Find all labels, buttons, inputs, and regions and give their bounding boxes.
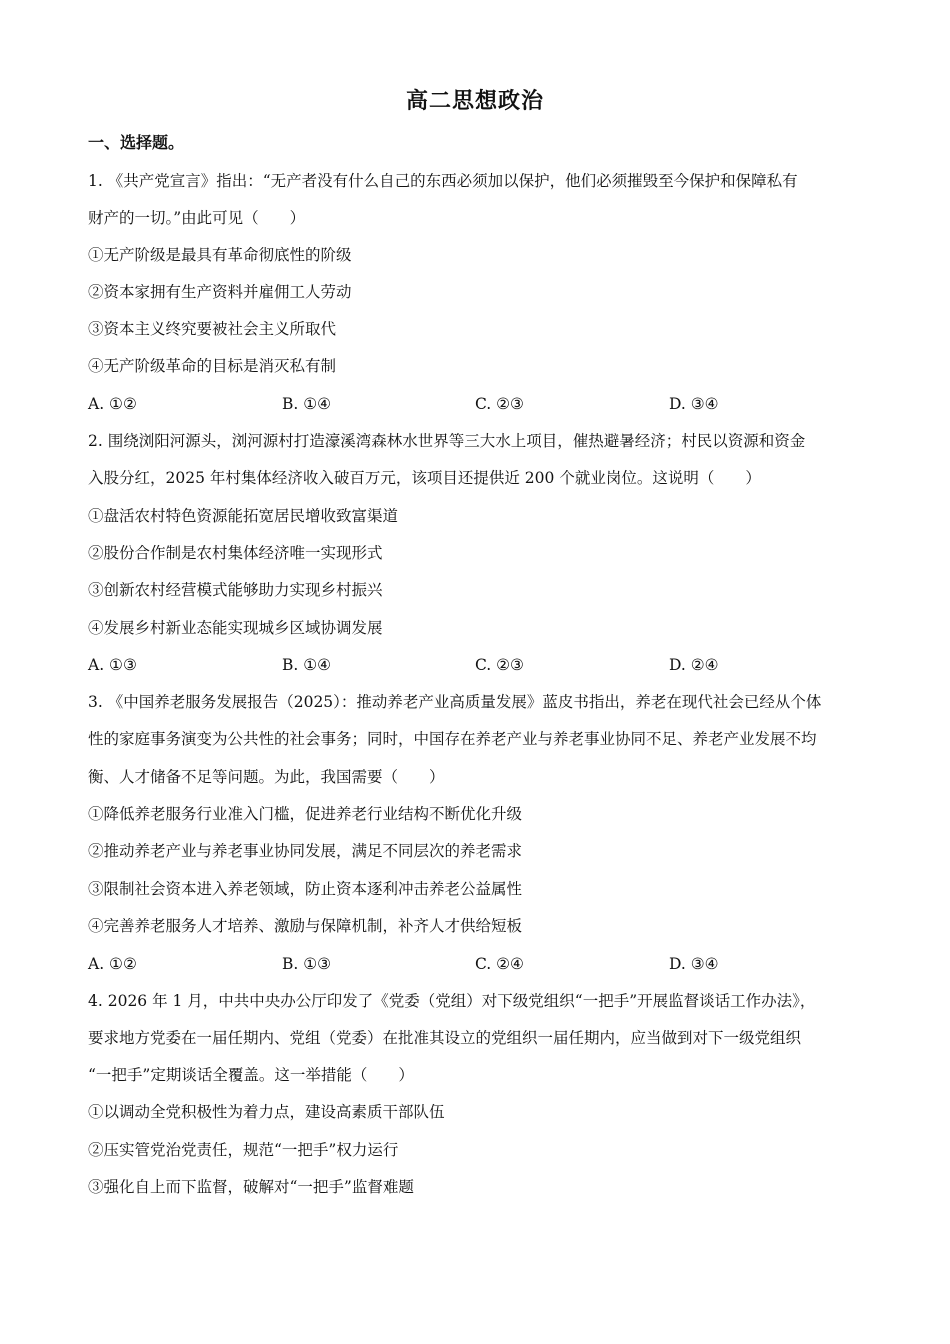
question-3-stem-line-1: 3. 《中国养老服务发展报告（2025）：推动养老产业高质量发展》蓝皮书指出，养老在现代社会已经从个体 [88, 693, 822, 711]
question-4-item-3: ③强化自上而下监督，破解对“一把手”监督难题 [88, 1178, 414, 1196]
question-1-option-a: A. ①② [88, 395, 137, 413]
question-2-item-3: ③创新农村经营模式能够助力实现乡村振兴 [88, 581, 383, 599]
question-1-item-4: ④无产阶级革命的目标是消灭私有制 [88, 357, 337, 375]
question-2-item-2: ②股份合作制是农村集体经济唯一实现形式 [88, 544, 383, 562]
page-title: 高二思想政治 [405, 88, 544, 114]
question-4-item-2: ②压实管党治党责任，规范“一把手”权力运行 [88, 1141, 399, 1159]
question-4-stem-line-1: 4. 2026 年 1 月，中共中央办公厅印发了《党委（党组）对下级党组织“一把手”开展监督谈话工作办法》， [88, 992, 816, 1010]
question-1-item-3: ③资本主义终究要被社会主义所取代 [88, 320, 337, 338]
question-4-stem-line-2: 要求地方党委在一届任期内、党组（党委）在批准其设立的党组织一届任期内，应当做到对下一级党组织 [88, 1029, 802, 1047]
question-3-options [88, 954, 868, 974]
question-1-item-1: ①无产阶级是最具有革命彻底性的阶级 [88, 246, 352, 264]
question-2-stem-line-1: 2. 围绕浏阳河源头，浏河源村打造濠溪湾森林水世界等三大水上项目，催热避暑经济；村民以资源和资金 [88, 432, 806, 450]
question-3-item-4: ④完善养老服务人才培养、激励与保障机制，补齐人才供给短板 [88, 917, 523, 935]
question-1-stem-line-1: 1. 《共产党宣言》指出：“无产者没有什么自己的东西必须加以保护，他们必须摧毁至今保护和保障私有 [88, 172, 798, 190]
question-4-item-1: ①以调动全党积极性为着力点，建设高素质干部队伍 [88, 1103, 445, 1121]
question-3-stem-line-2: 性的家庭事务演变为公共性的社会事务；同时，中国存在养老产业与养老事业协同不足、养老产业发展不均 [88, 730, 817, 748]
question-3-option-c: C. ②④ [475, 955, 524, 973]
question-2-option-d: D. ②④ [669, 656, 719, 674]
question-1-options [88, 394, 868, 414]
question-3-item-1: ①降低养老服务行业准入门槛，促进养老行业结构不断优化升级 [88, 805, 523, 823]
question-1-item-2: ②资本家拥有生产资料并雇佣工人劳动 [88, 283, 352, 301]
question-2-options [88, 655, 868, 675]
question-2-item-1: ①盘活农村特色资源能拓宽居民增收致富渠道 [88, 507, 399, 525]
question-2-option-a: A. ①③ [88, 656, 137, 674]
question-1-stem-line-2: 财产的一切。”由此可见（ ） [88, 209, 306, 227]
question-3-item-3: ③限制社会资本进入养老领域，防止资本逐利冲击养老公益属性 [88, 880, 523, 898]
question-3-option-d: D. ③④ [669, 955, 719, 973]
question-3-stem-line-3: 衡、人才储备不足等问题。为此，我国需要（ ） [88, 768, 445, 786]
question-2-stem-line-2: 入股分红，2025 年村集体经济收入破百万元，该项目还提供近 200 个就业岗位。这说明（ ） [88, 469, 761, 487]
question-3-option-b: B. ①③ [282, 955, 332, 973]
question-2-option-b: B. ①④ [282, 656, 332, 674]
question-2-option-c: C. ②③ [475, 656, 524, 674]
question-2-item-4: ④发展乡村新业态能实现城乡区域协调发展 [88, 619, 383, 637]
question-1-option-b: B. ①④ [282, 395, 332, 413]
question-1-option-c: C. ②③ [475, 395, 524, 413]
question-3-item-2: ②推动养老产业与养老事业协同发展，满足不同层次的养老需求 [88, 842, 523, 860]
section-heading: 一、选择题。 [88, 133, 185, 152]
question-3-option-a: A. ①② [88, 955, 137, 973]
question-4-stem-line-3: “一把手”定期谈话全覆盖。这一举措能（ ） [88, 1066, 414, 1084]
question-1-option-d: D. ③④ [669, 395, 719, 413]
